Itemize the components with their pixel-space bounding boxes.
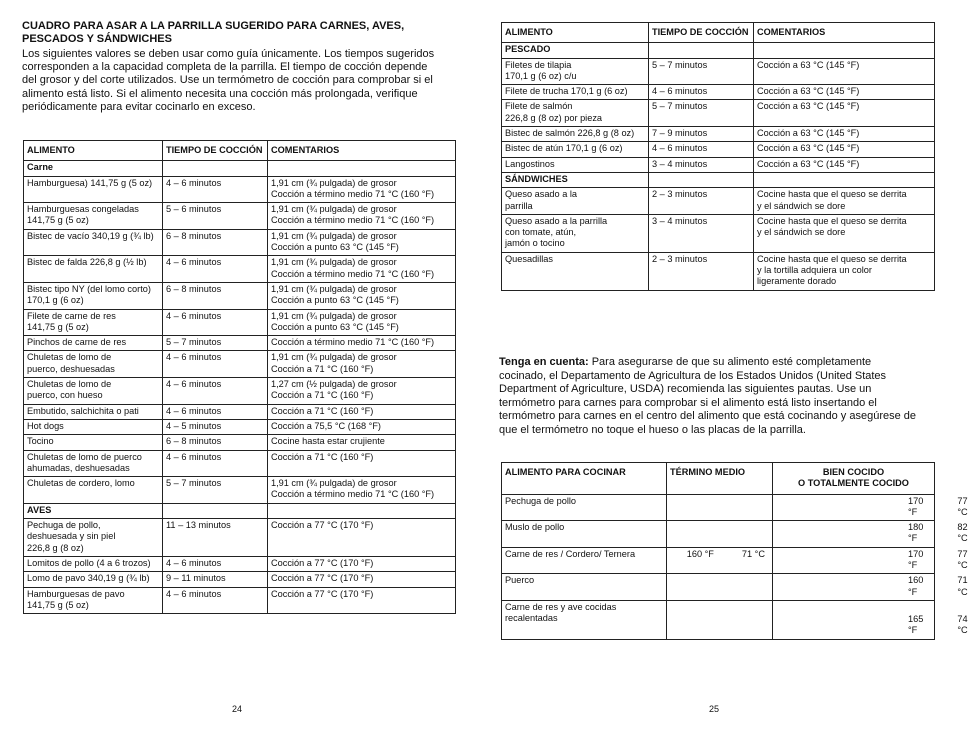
food-cell: Pechuga de pollo, deshuesada y sin piel 226,8 g (8 oz) xyxy=(24,519,163,557)
empty-cell xyxy=(649,172,754,187)
section-title: AVES xyxy=(24,503,163,518)
well-done-celsius: 71 °C xyxy=(957,575,968,597)
medium-celsius: 71 °C xyxy=(741,548,765,559)
header-food: ALIMENTO xyxy=(502,23,649,43)
food-cell: Carne de res y ave cocidas recalentadas xyxy=(502,600,667,639)
comment-cell: Cocción a 71 °C (160 °F) xyxy=(268,450,456,477)
table-row xyxy=(502,58,935,85)
table-row xyxy=(24,587,456,614)
section-row xyxy=(502,43,935,58)
well-done-celsius: 74 °C xyxy=(957,613,968,636)
food-cell: Hamburguesas de pavo 141,75 g (5 oz) xyxy=(24,587,163,614)
table-row xyxy=(502,252,935,290)
food-cell: Bistec de atún 170,1 g (6 oz) xyxy=(502,142,649,157)
empty-cell xyxy=(649,43,754,58)
food-cell: Lomitos de pollo (4 a 6 trozos) xyxy=(24,556,163,571)
page-24 xyxy=(0,0,477,738)
table-row xyxy=(502,574,935,601)
table-row xyxy=(24,572,456,587)
time-cell: 4 – 6 minutos xyxy=(163,309,268,336)
well-done-cell xyxy=(773,600,968,639)
time-cell: 2 – 3 minutos xyxy=(649,188,754,215)
table-row xyxy=(24,203,456,230)
comment-cell: 1,91 cm (¾ pulgada) de grosor Cocción a punto 63 °C (145 °F) xyxy=(268,309,456,336)
time-cell: 5 – 7 minutos xyxy=(163,336,268,351)
header-well-done: BIEN COCIDO O TOTALMENTE COCIDO xyxy=(773,463,935,495)
time-cell: 3 – 4 minutos xyxy=(649,214,754,252)
table-row xyxy=(24,450,456,477)
well-done-celsius: 82 °C xyxy=(957,522,968,544)
comment-cell: Cocine hasta que el queso se derrita y el sándwich se dore xyxy=(754,214,935,252)
comment-cell: Cocción a 77 °C (170 °F) xyxy=(268,572,456,587)
header-time: TIEMPO DE COCCIÓN xyxy=(163,141,268,161)
food-cell: Langostinos xyxy=(502,157,649,172)
table-row xyxy=(24,519,456,557)
header-food: ALIMENTO xyxy=(24,141,163,161)
section-title: Carne xyxy=(24,161,163,176)
food-cell: Lomo de pavo 340,19 g (¾ lb) xyxy=(24,572,163,587)
well-done-fahrenheit: 165 °F xyxy=(908,613,924,636)
comment-cell: Cocción a 63 °C (145 °F) xyxy=(754,85,935,100)
header-comments: COMENTARIOS xyxy=(754,23,935,43)
table-header-row xyxy=(502,463,935,495)
food-cell: Bistec de salmón 226,8 g (8 oz) xyxy=(502,127,649,142)
time-cell: 4 – 6 minutos xyxy=(649,142,754,157)
comment-cell: 1,91 cm (¾ pulgada) de grosor Cocción a término medio 71 °C (160 °F) xyxy=(268,176,456,203)
header-medium: TÉRMINO MEDIO xyxy=(667,463,773,495)
page-number: 25 xyxy=(709,704,720,714)
note-label: Tenga en cuenta: xyxy=(499,356,589,368)
time-cell: 5 – 6 minutos xyxy=(163,203,268,230)
comment-cell: 1,91 cm (¾ pulgada) de grosor Cocción a 71 °C (160 °F) xyxy=(268,351,456,378)
page-25 xyxy=(477,0,968,738)
time-cell: 3 – 4 minutos xyxy=(649,157,754,172)
comment-cell: 1,27 cm (½ pulgada) de grosor Cocción a 71 °C (160 °F) xyxy=(268,378,456,405)
table-row xyxy=(24,477,456,504)
section-title: PESCADO xyxy=(502,43,649,58)
well-done-cell xyxy=(773,494,968,521)
time-cell: 4 – 6 minutos xyxy=(163,176,268,203)
header-comments: COMENTARIOS xyxy=(268,141,456,161)
note-text: Para asegurarse de que su alimento esté completamente cocinado, el Departamento de Agricultura de los Estados Unidos (United States Department of Agriculture, USDA) recomienda las siguientes pautas. Use un termómetro para carnes para comprobar si el alimento está listo insertando el termómetro para carnes en el centro del alimento que está cocinando y asegúrese de que el termómetro no toque el hueso o las placas de la parrilla. xyxy=(499,356,917,436)
food-cell: Quesadillas xyxy=(502,252,649,290)
comment-cell: 1,91 cm (¾ pulgada) de grosor Cocción a punto 63 °C (145 °F) xyxy=(268,282,456,309)
comment-cell: Cocción a 77 °C (170 °F) xyxy=(268,519,456,557)
table-row xyxy=(24,282,456,309)
time-cell: 4 – 6 minutos xyxy=(163,556,268,571)
table-row xyxy=(502,127,935,142)
comment-cell: 1,91 cm (¾ pulgada) de grosor Cocción a término medio 71 °C (160 °F) xyxy=(268,477,456,504)
header-food-to-cook: ALIMENTO PARA COCINAR xyxy=(502,463,667,495)
medium-cell xyxy=(667,494,773,521)
time-cell: 6 – 8 minutos xyxy=(163,435,268,450)
usda-note xyxy=(499,356,919,437)
table-row xyxy=(24,351,456,378)
usda-temperature-table xyxy=(501,462,968,640)
comment-cell: Cocción a 63 °C (145 °F) xyxy=(754,157,935,172)
well-done-cell xyxy=(773,574,968,601)
food-cell: Hot dogs xyxy=(24,419,163,434)
time-cell: 4 – 6 minutos xyxy=(163,351,268,378)
well-done-cell xyxy=(773,521,968,548)
food-cell: Pinchos de carne de res xyxy=(24,336,163,351)
table-row xyxy=(502,547,935,574)
time-cell: 6 – 8 minutos xyxy=(163,282,268,309)
medium-cell xyxy=(667,547,773,574)
food-cell: Bistec tipo NY (del lomo corto) 170,1 g (6 oz) xyxy=(24,282,163,309)
comment-cell: Cocción a 63 °C (145 °F) xyxy=(754,127,935,142)
time-cell: 6 – 8 minutos xyxy=(163,229,268,256)
table-row xyxy=(24,435,456,450)
comment-cell: 1,91 cm (¾ pulgada) de grosor Cocción a punto 63 °C (145 °F) xyxy=(268,229,456,256)
time-cell: 2 – 3 minutos xyxy=(649,252,754,290)
food-cell: Filetes de tilapia 170,1 g (6 oz) c/u xyxy=(502,58,649,85)
grilling-chart-fish-sandwiches xyxy=(501,22,935,291)
comment-cell: Cocine hasta que el queso se derrita y el sándwich se dore xyxy=(754,188,935,215)
comment-cell: Cocción a 71 °C (160 °F) xyxy=(268,404,456,419)
table-row xyxy=(24,229,456,256)
food-cell: Chuletas de cordero, lomo xyxy=(24,477,163,504)
table-row xyxy=(502,157,935,172)
comment-cell: Cocción a 77 °C (170 °F) xyxy=(268,556,456,571)
section-title: SÁNDWICHES xyxy=(502,172,649,187)
empty-cell xyxy=(268,161,456,176)
empty-cell xyxy=(754,172,935,187)
food-cell: Chuletas de lomo de puerco ahumadas, deshuesadas xyxy=(24,450,163,477)
page-title: CUADRO PARA ASAR A LA PARRILLA SUGERIDO PARA CARNES, AVES, PESCADOS Y SÁNDWICHES xyxy=(22,20,405,45)
well-done-celsius: 77 °C xyxy=(957,495,968,517)
comment-cell: Cocción a 75,5 °C (168 °F) xyxy=(268,419,456,434)
comment-cell: 1,91 cm (¾ pulgada) de grosor Cocción a término medio 71 °C (160 °F) xyxy=(268,256,456,283)
food-cell: Chuletas de lomo de puerco, deshuesadas xyxy=(24,351,163,378)
header-time: TIEMPO DE COCCIÓN xyxy=(649,23,754,43)
food-cell: Puerco xyxy=(502,574,667,601)
empty-cell xyxy=(754,43,935,58)
comment-cell: Cocine hasta que el queso se derrita y la tortilla adquiera un color ligeramente dorado xyxy=(754,252,935,290)
food-cell: Hamburguesas congeladas 141,75 g (5 oz) xyxy=(24,203,163,230)
well-done-celsius: 77 °C xyxy=(957,548,968,571)
table-header-row xyxy=(24,141,456,161)
intro-paragraph: Los siguientes valores se deben usar como guía únicamente. Los tiempos sugeridos corresponden a la capacidad completa de la parrilla. El tiempo de cocción depende del grosor y del corte utilizados. Use un termómetro de cocción para comprobar si el alimento está listo. Si el alimento necesita una cocción más prolongada, verifique periódicamente para evitar cocinarlo en exceso. xyxy=(22,48,435,113)
comment-cell: 1,91 cm (¾ pulgada) de grosor Cocción a término medio 71 °C (160 °F) xyxy=(268,203,456,230)
time-cell: 4 – 5 minutos xyxy=(163,419,268,434)
time-cell: 9 – 11 minutos xyxy=(163,572,268,587)
time-cell: 4 – 6 minutos xyxy=(649,85,754,100)
time-cell: 4 – 6 minutos xyxy=(163,587,268,614)
food-cell: Tocino xyxy=(24,435,163,450)
table-row xyxy=(24,419,456,434)
medium-cell xyxy=(667,574,773,601)
comment-cell: Cocción a 63 °C (145 °F) xyxy=(754,100,935,127)
table-row xyxy=(502,600,935,639)
table-row xyxy=(24,378,456,405)
food-cell: Queso asado a la parrilla xyxy=(502,188,649,215)
food-cell: Pechuga de pollo xyxy=(502,494,667,521)
time-cell: 5 – 7 minutos xyxy=(649,58,754,85)
time-cell: 7 – 9 minutos xyxy=(649,127,754,142)
comment-cell: Cocine hasta estar crujiente xyxy=(268,435,456,450)
time-cell: 5 – 7 minutos xyxy=(163,477,268,504)
table-row xyxy=(24,336,456,351)
empty-cell xyxy=(163,161,268,176)
food-cell: Filete de trucha 170,1 g (6 oz) xyxy=(502,85,649,100)
section-row xyxy=(24,503,456,518)
food-cell: Bistec de falda 226,8 g (½ lb) xyxy=(24,256,163,283)
food-cell: Carne de res / Cordero/ Ternera xyxy=(502,547,667,574)
comment-cell: Cocción a término medio 71 °C (160 °F) xyxy=(268,336,456,351)
page-number: 24 xyxy=(232,704,243,714)
food-cell: Hamburguesa) 141,75 g (5 oz) xyxy=(24,176,163,203)
time-cell: 4 – 6 minutos xyxy=(163,404,268,419)
table-row xyxy=(24,256,456,283)
comment-cell: Cocción a 63 °C (145 °F) xyxy=(754,58,935,85)
comment-cell: Cocción a 77 °C (170 °F) xyxy=(268,587,456,614)
food-cell: Chuletas de lomo de puerco, con hueso xyxy=(24,378,163,405)
table-row xyxy=(24,309,456,336)
food-cell: Queso asado a la parrilla con tomate, atún, jamón o tocino xyxy=(502,214,649,252)
table-row xyxy=(502,521,935,548)
table-row xyxy=(502,188,935,215)
medium-cell xyxy=(667,521,773,548)
section-row xyxy=(24,161,456,176)
empty-cell xyxy=(268,503,456,518)
table-row xyxy=(24,176,456,203)
well-done-cell xyxy=(773,547,968,574)
well-done-fahrenheit: 160 °F xyxy=(908,575,924,597)
table-row xyxy=(24,404,456,419)
time-cell: 4 – 6 minutos xyxy=(163,378,268,405)
empty-cell xyxy=(163,503,268,518)
well-done-fahrenheit: 170 °F xyxy=(908,548,924,571)
food-cell: Bistec de vacío 340,19 g (¾ lb) xyxy=(24,229,163,256)
table-row xyxy=(502,142,935,157)
table-header-row xyxy=(502,23,935,43)
table-row xyxy=(502,214,935,252)
food-cell: Filete de salmón 226,8 g (8 oz) por pieza xyxy=(502,100,649,127)
time-cell: 11 – 13 minutos xyxy=(163,519,268,557)
comment-cell: Cocción a 63 °C (145 °F) xyxy=(754,142,935,157)
table-row xyxy=(24,556,456,571)
section-row xyxy=(502,172,935,187)
food-cell: Muslo de pollo xyxy=(502,521,667,548)
well-done-fahrenheit: 170 °F xyxy=(908,495,924,517)
food-cell: Embutido, salchichita o pati xyxy=(24,404,163,419)
table-row xyxy=(502,85,935,100)
food-cell: Filete de carne de res 141,75 g (5 oz) xyxy=(24,309,163,336)
time-cell: 4 – 6 minutos xyxy=(163,450,268,477)
table-row xyxy=(502,494,935,521)
table-row xyxy=(502,100,935,127)
medium-fahrenheit: 160 °F xyxy=(686,548,714,559)
grilling-chart-meat-poultry xyxy=(23,140,456,614)
time-cell: 4 – 6 minutos xyxy=(163,256,268,283)
well-done-fahrenheit: 180 °F xyxy=(908,522,924,544)
medium-cell xyxy=(667,600,773,639)
time-cell: 5 – 7 minutos xyxy=(649,100,754,127)
